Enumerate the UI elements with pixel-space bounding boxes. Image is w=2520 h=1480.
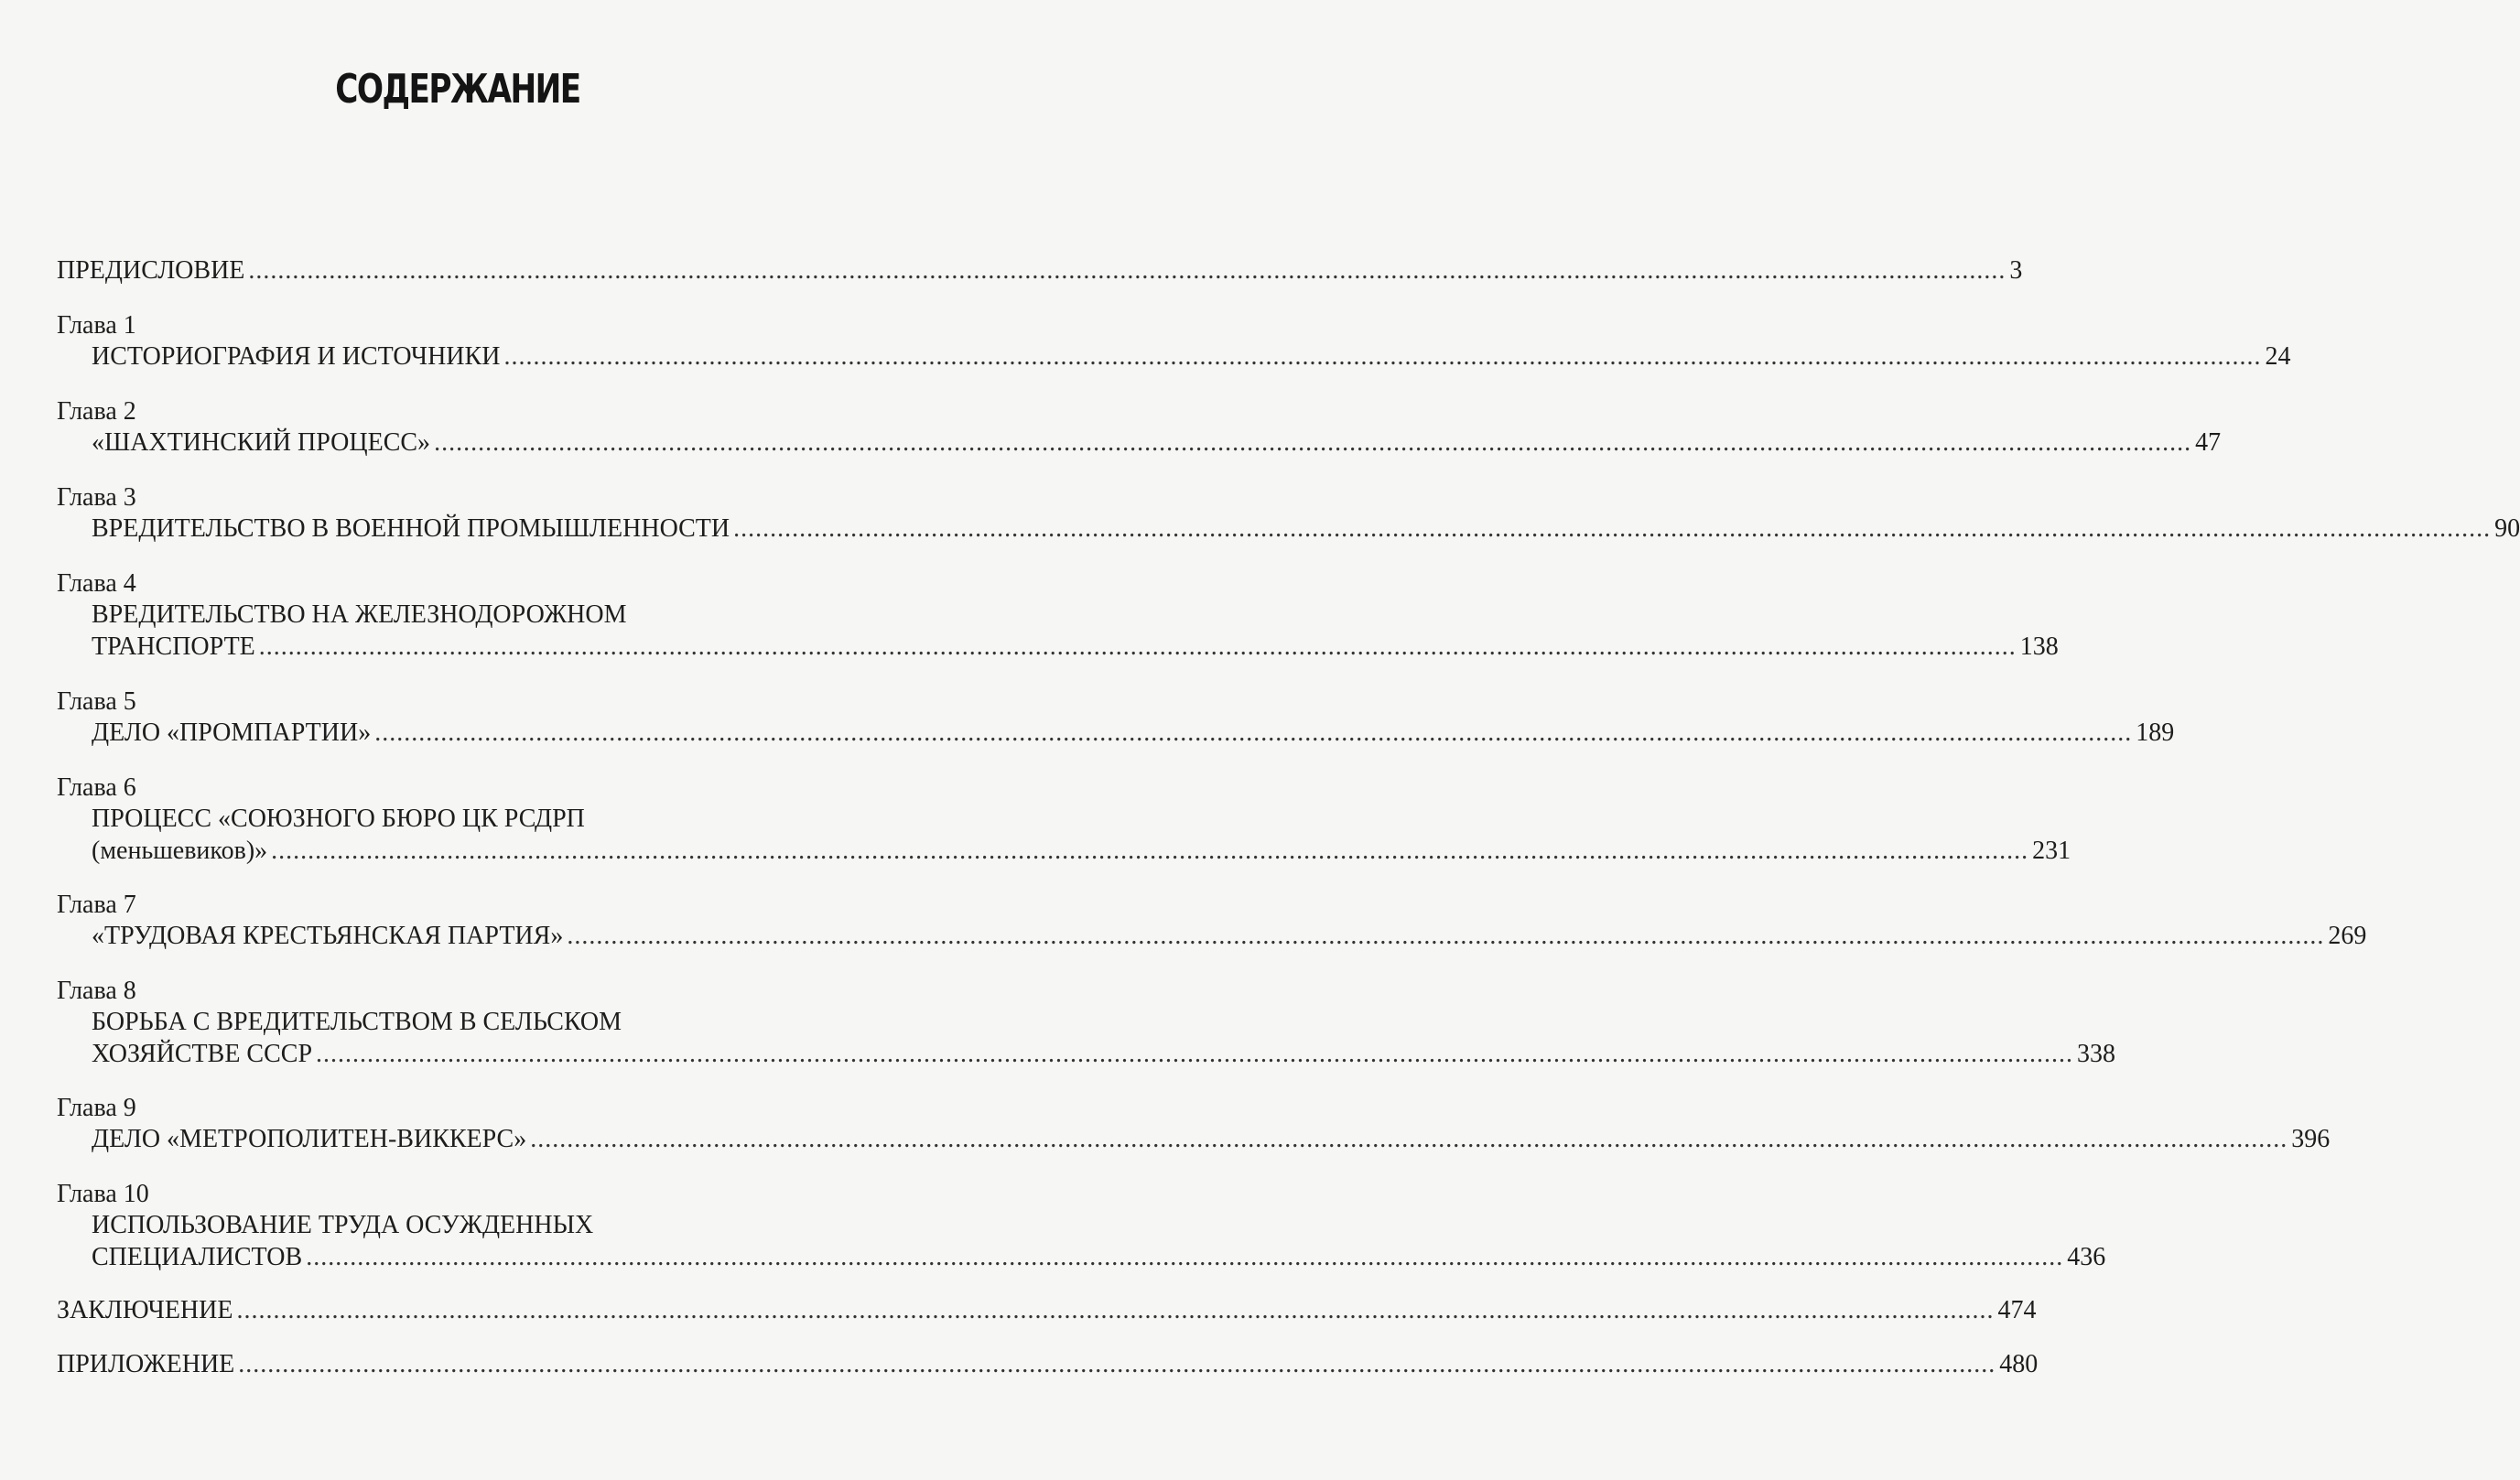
dot-leader: ................................................................................................................................................................................................................................................ — [271, 837, 2029, 865]
entry-title-line-2: (меньшевиков)» — [92, 837, 268, 865]
entry-title: ЗАКЛЮЧЕНИЕ — [57, 1296, 233, 1324]
chapter-label: Глава 9 — [57, 1094, 136, 1122]
entry-title: ДЕЛО «ПРОМПАРТИИ» — [92, 718, 372, 747]
page-number: 480 — [1999, 1350, 2039, 1378]
entry-title: ДЕЛО «МЕТРОПОЛИТЕН-ВИККЕРС» — [92, 1125, 527, 1153]
entry-title-line-1: БОРЬБА С ВРЕДИТЕЛЬСТВОМ В СЕЛЬСКОМ — [92, 1008, 622, 1036]
toc-entry-chapter-7[interactable] — [92, 920, 2367, 953]
dot-leader: ................................................................................................................................................................................................................................................ — [530, 1125, 2288, 1153]
page-number: 47 — [2195, 428, 2222, 457]
toc-entry-chapter-2[interactable] — [92, 427, 2222, 459]
dot-leader: ................................................................................................................................................................................................................................................ — [236, 1296, 1995, 1324]
toc-entry-chapter-9[interactable] — [92, 1123, 2331, 1156]
entry-title: ПРИЛОЖЕНИЕ — [57, 1350, 235, 1378]
toc-entry-chapter-8[interactable] — [92, 1038, 2116, 1071]
dot-leader: ................................................................................................................................................................................................................................................ — [248, 256, 2006, 285]
page-number: 24 — [2265, 342, 2291, 371]
entry-title: «ШАХТИНСКИЙ ПРОЦЕСС» — [92, 428, 431, 457]
entry-title-line-2: СПЕЦИАЛИСТОВ — [92, 1243, 303, 1271]
toc-entry-chapter-5[interactable] — [92, 717, 2175, 750]
page-number: 138 — [2019, 632, 2059, 661]
page-number: 338 — [2077, 1040, 2116, 1068]
chapter-label: Глава 6 — [57, 773, 136, 802]
page-title: СОДЕРЖАНИЕ — [335, 66, 580, 113]
toc-entry-chapter-6[interactable] — [92, 835, 2071, 868]
page-number: 269 — [2328, 922, 2367, 950]
entry-title-line-1: ПРОЦЕСС «СОЮЗНОГО БЮРО ЦК РСДРП — [92, 805, 585, 833]
page-number: 474 — [1997, 1296, 2037, 1324]
dot-leader: ................................................................................................................................................................................................................................................ — [374, 718, 2133, 747]
chapter-label: Глава 10 — [57, 1180, 149, 1208]
page-number: 231 — [2032, 837, 2071, 865]
entry-title-line-1: ВРЕДИТЕЛЬСТВО НА ЖЕЛЕЗНОДОРОЖНОМ — [92, 600, 627, 629]
dot-leader: ................................................................................................................................................................................................................................................ — [733, 514, 2492, 543]
dot-leader: ................................................................................................................................................................................................................................................ — [306, 1243, 2064, 1271]
page-number: 396 — [2291, 1125, 2331, 1153]
entry-title-line-1: ИСПОЛЬЗОВАНИЕ ТРУДА ОСУЖДЕННЫХ — [92, 1211, 594, 1239]
chapter-label: Глава 7 — [57, 891, 136, 919]
page-number: 3 — [2009, 256, 2023, 285]
page-number: 189 — [2136, 718, 2175, 747]
toc-entry-appendix[interactable] — [57, 1348, 2039, 1381]
chapter-label: Глава 8 — [57, 977, 136, 1005]
toc-entry-conclusion[interactable] — [57, 1294, 2037, 1327]
entry-title: ИСТОРИОГРАФИЯ И ИСТОЧНИКИ — [92, 342, 501, 371]
entry-title: «ТРУДОВАЯ КРЕСТЬЯНСКАЯ ПАРТИЯ» — [92, 922, 564, 950]
toc-entry-chapter-1[interactable] — [92, 340, 2291, 373]
toc-entry-preface[interactable] — [57, 254, 2023, 287]
dot-leader: ................................................................................................................................................................................................................................................ — [503, 342, 2262, 371]
dot-leader: ................................................................................................................................................................................................................................................ — [567, 922, 2325, 950]
entry-title-line-2: ХОЗЯЙСТВЕ СССР — [92, 1040, 313, 1068]
chapter-label: Глава 3 — [57, 483, 136, 512]
dot-leader: ................................................................................................................................................................................................................................................ — [316, 1040, 2074, 1068]
toc-entry-chapter-10[interactable] — [92, 1241, 2106, 1274]
toc-entry-chapter-3[interactable] — [92, 513, 2520, 546]
toc-entry-chapter-4[interactable] — [92, 631, 2059, 664]
chapter-label: Глава 5 — [57, 687, 136, 716]
chapter-label: Глава 4 — [57, 569, 136, 598]
dot-leader: ................................................................................................................................................................................................................................................ — [238, 1350, 1996, 1378]
dot-leader: ................................................................................................................................................................................................................................................ — [258, 632, 2017, 661]
entry-title: ВРЕДИТЕЛЬСТВО В ВОЕННОЙ ПРОМЫШЛЕННОСТИ — [92, 514, 730, 543]
chapter-label: Глава 2 — [57, 397, 136, 426]
page-number: 90 — [2494, 514, 2520, 543]
entry-title: ПРЕДИСЛОВИЕ — [57, 256, 245, 285]
page-number: 436 — [2067, 1243, 2106, 1271]
chapter-label: Глава 1 — [57, 311, 136, 340]
entry-title-line-2: ТРАНСПОРТЕ — [92, 632, 255, 661]
dot-leader: ................................................................................................................................................................................................................................................ — [434, 428, 2192, 457]
